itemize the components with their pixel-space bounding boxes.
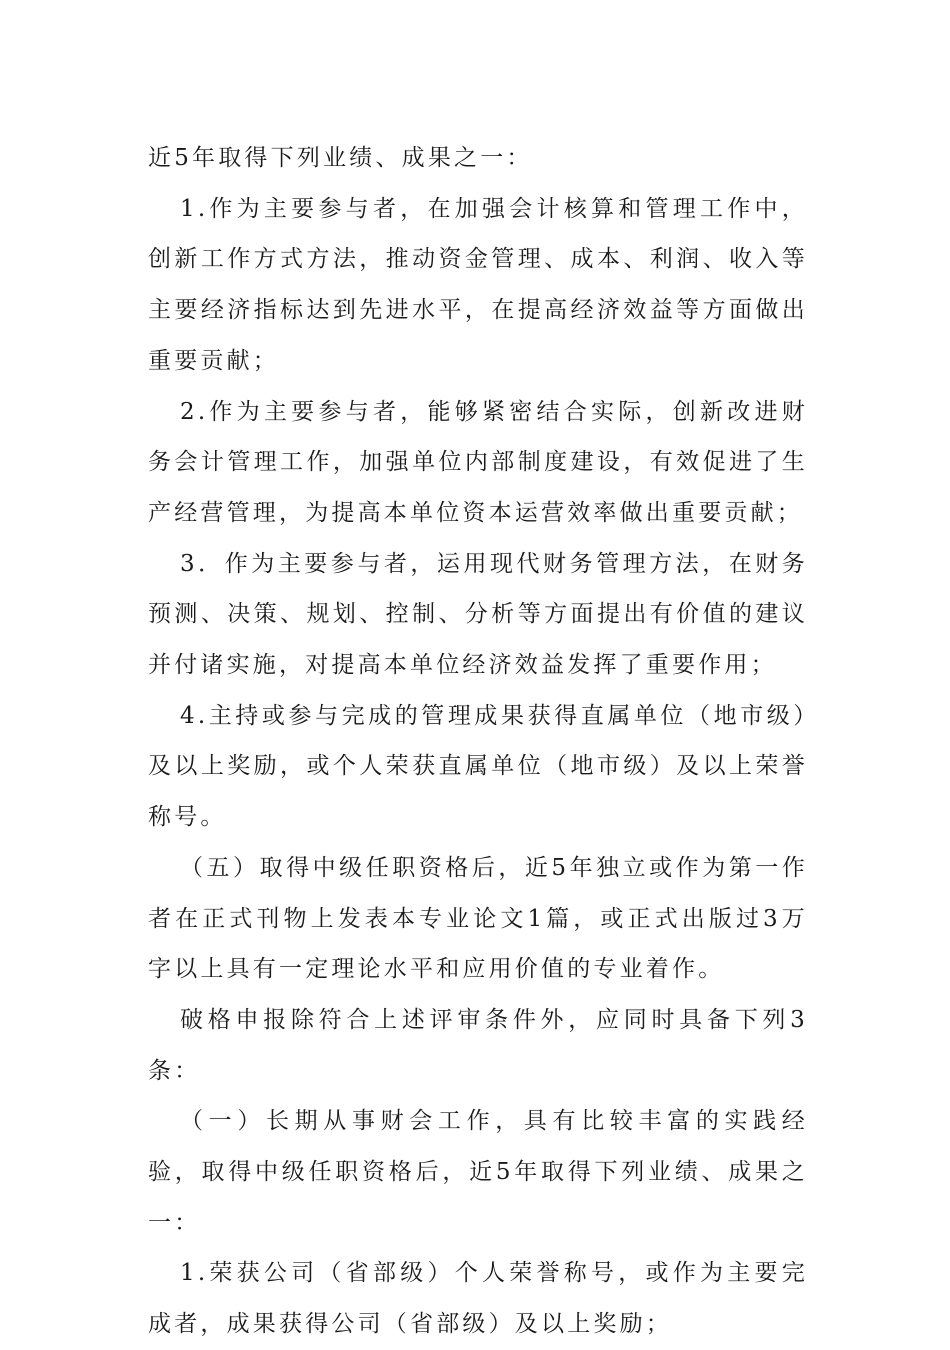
paragraph-item-3: 3．作为主要参与者，运用现代财务管理方法，在财务预测、决策、规划、控制、分析等方面提出有价值的建议并付诸实施，对提高本单位经济效益发挥了重要作用； — [148, 550, 808, 679]
paragraph-item-1: 1.作为主要参与者，在加强会计核算和管理工作中，创新工作方式方法，推动资金管理、成本、利润、收入等主要经济指标达到先进水平，在提高经济效益等方面做出重要贡献； — [148, 195, 808, 374]
paragraph-intro: 近5年取得下列业绩、成果之一： — [148, 145, 533, 171]
paragraph-item-4: 4.主持或参与完成的管理成果获得直属单位（地市级）及以上奖励，或个人荣获直属单位（地市级）及以上荣誉称号。 — [148, 702, 808, 831]
paragraph-exception-1: （一）长期从事财会工作，具有比较丰富的实践经验，取得中级任职资格后，近5年取得下列业绩、成果之一： — [148, 1108, 808, 1236]
paragraph-section-5: （五）取得中级任职资格后，近5年独立或作为第一作者在正式刊物上发表本专业论文1篇，或正式出版过3万字以上具有一定理论水平和应用价值的专业着作。 — [148, 854, 808, 983]
document-body — [148, 133, 808, 1350]
paragraph-exception-intro: 破格申报除符合上述评审条件外，应同时具备下列3条： — [148, 1006, 808, 1084]
paragraph-item-2: 2.作为主要参与者，能够紧密结合实际，创新改进财务会计管理工作，加强单位内部制度建设，有效促进了生产经营管理，为提高本单位资本运营效率做出重要贡献； — [148, 398, 808, 526]
paragraph-exception-item-1: 1.荣获公司（省部级）个人荣誉称号，或作为主要完成者，成果获得公司（省部级）及以上奖励； — [148, 1260, 808, 1338]
